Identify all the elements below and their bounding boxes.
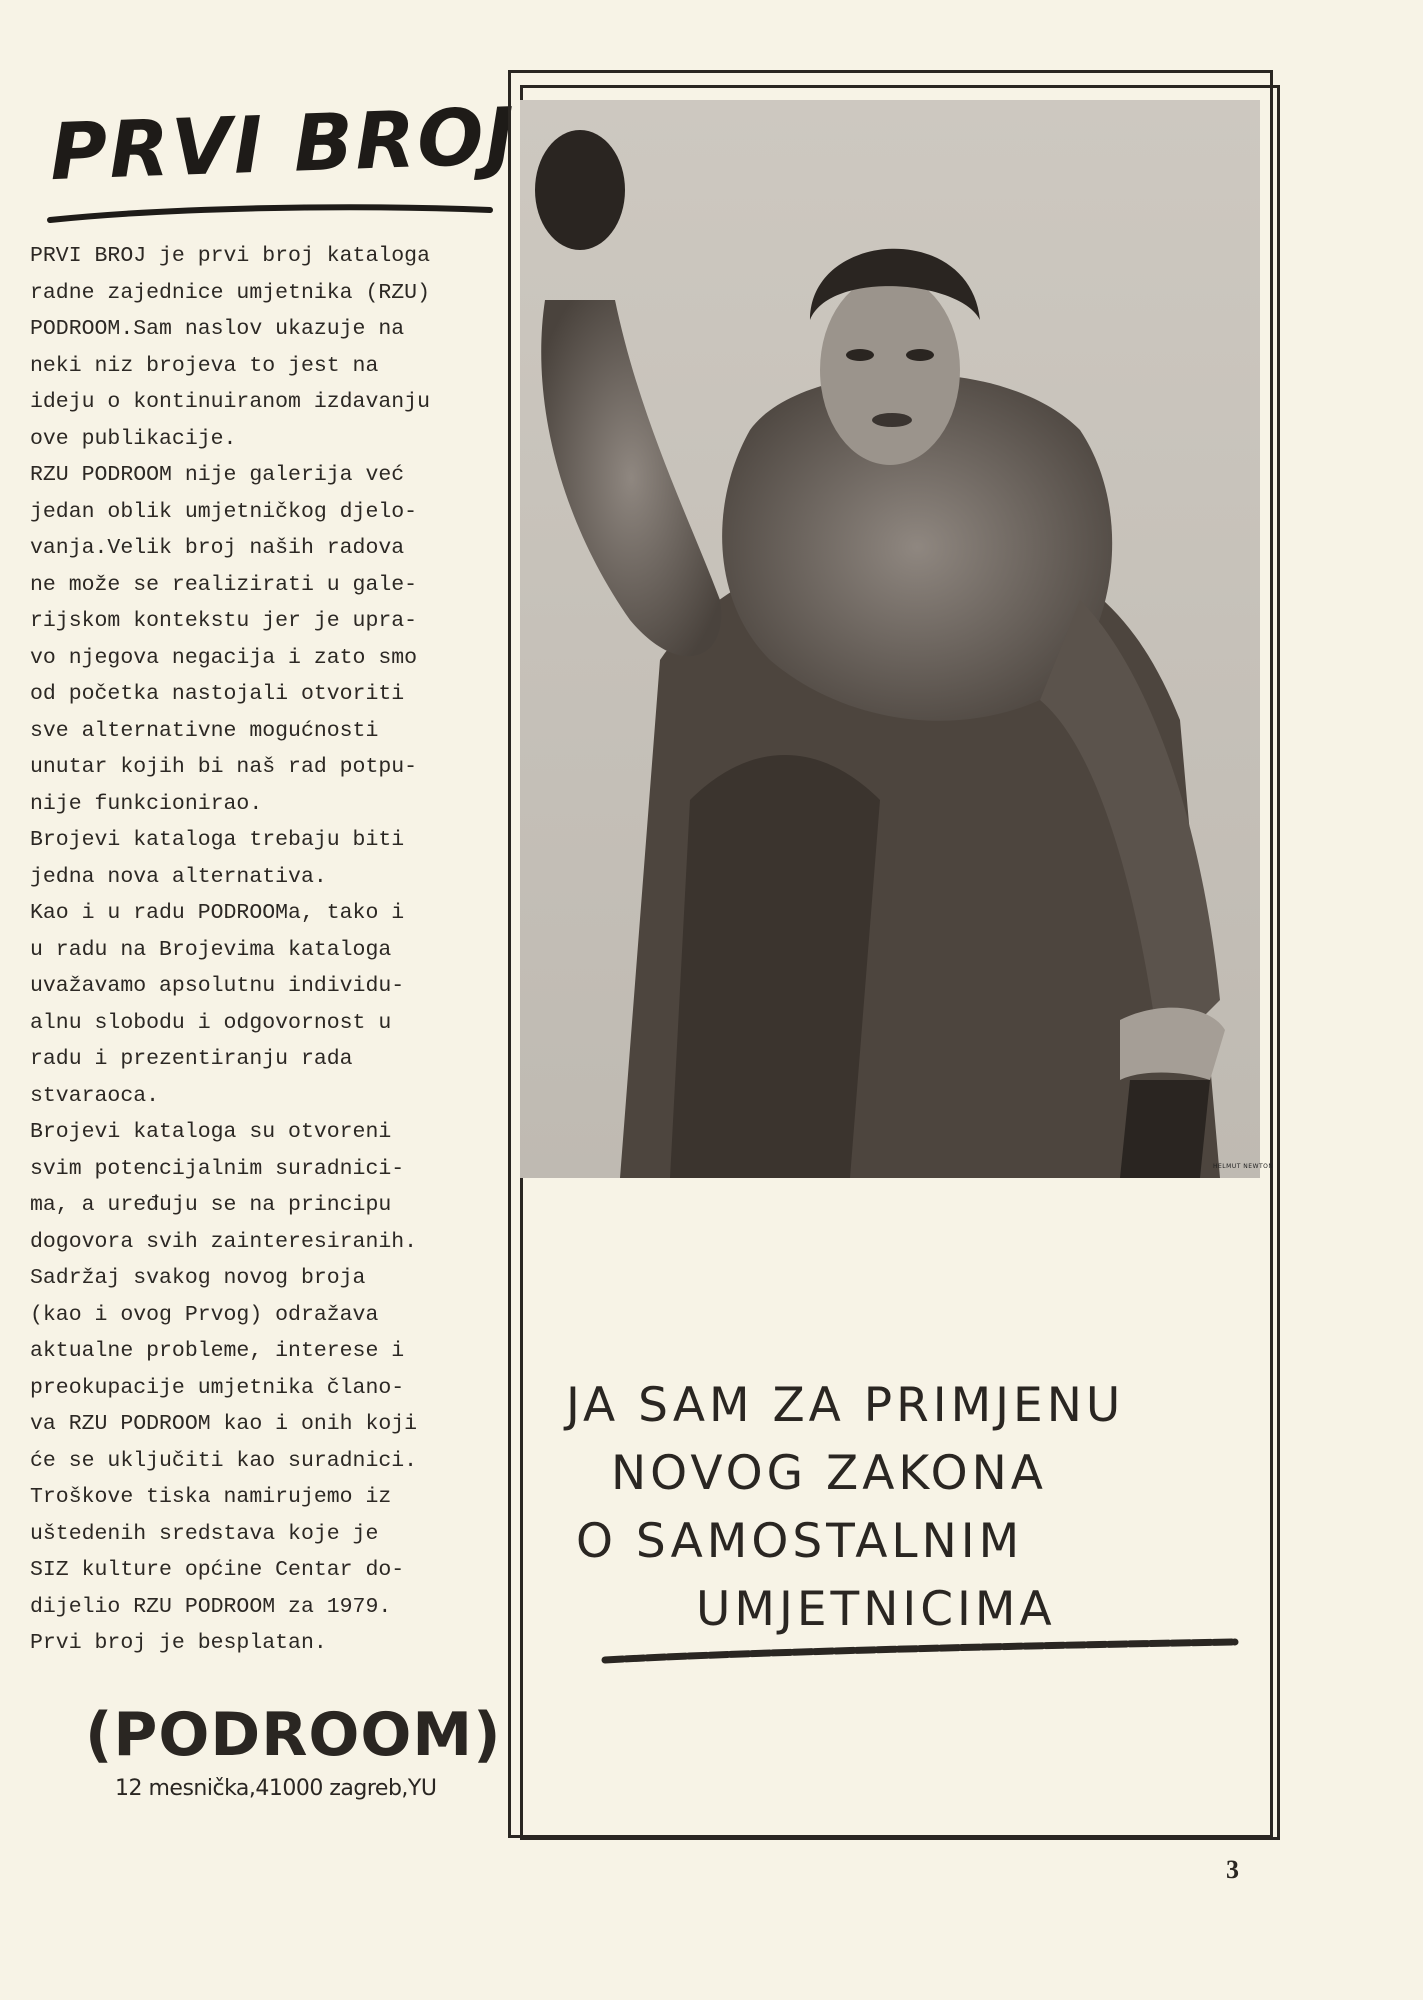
slogan-underline	[600, 1638, 1240, 1668]
body-text-line: sve alternativne mogućnosti	[30, 718, 379, 743]
body-text-line: preokupacije umjetnika člano-	[30, 1375, 405, 1400]
body-text-line: vo njegova negacija i zato smo	[30, 645, 418, 670]
body-text-line: radu i prezentiranju rada	[30, 1047, 353, 1071]
body-text-line: Kao i u radu PODROOMa, tako i	[30, 901, 405, 925]
body-text-line: neki niz brojeva to jest na	[30, 353, 379, 378]
body-text-line: će se uključiti kao suradnici.	[30, 1448, 418, 1473]
body-text-line: vanja.Velik broj naših radova	[30, 536, 405, 560]
body-text-line: Sadržaj svakog novog broja	[30, 1266, 366, 1290]
body-text-line: ne može se realizirati u gale-	[30, 572, 418, 597]
slogan-line-4: UMJETNICIMA	[696, 1582, 1056, 1637]
body-text-line: Prvi broj je besplatan.	[30, 1631, 327, 1655]
body-text-line: Brojevi kataloga trebaju biti	[30, 828, 405, 852]
body-text-line: stvaraoca.	[30, 1083, 160, 1108]
body-text-line: nije funkcionirao.	[30, 791, 263, 816]
body-text-line: (kao i ovog Prvog) odražava	[30, 1302, 379, 1327]
body-text-line: ma, a uređuju se na principu	[30, 1193, 392, 1217]
body-text-line: PRVI BROJ je prvi broj kataloga	[30, 244, 430, 268]
body-text-line: uvažavamo apsolutnu individu-	[30, 974, 405, 998]
body-text-line: unutar kojih bi naš rad potpu-	[30, 755, 418, 779]
body-text-line: RZU PODROOM nije galerija već	[30, 463, 405, 487]
slogan-line-2: NOVOG ZAKONA	[611, 1446, 1047, 1501]
body-text-line: uštedenih sredstava koje je	[30, 1521, 379, 1546]
body-text-line: Brojevi kataloga su otvoreni	[30, 1120, 392, 1144]
photograph-woman-in-fur-coat	[520, 100, 1260, 1178]
body-text-line: PODROOM.Sam naslov ukazuje na	[30, 317, 405, 341]
body-text-line: SIZ kulture općine Centar do-	[30, 1558, 405, 1582]
body-text-line: u radu na Brojevima kataloga	[30, 937, 392, 962]
address: 12 mesnička,41000 zagreb,YU	[115, 1776, 437, 1801]
slogan-line-1: JA SAM ZA PRIMJENU	[566, 1378, 1125, 1433]
body-text-line: ove publikacije.	[30, 426, 237, 451]
body-text-line: dijelio RZU PODROOM za 1979.	[30, 1594, 392, 1619]
slogan-line-3: O SAMOSTALNIM	[576, 1514, 1024, 1569]
body-text-line: Troškove tiska namirujemo iz	[30, 1485, 392, 1509]
body-text-line: va RZU PODROOM kao i onih koji	[30, 1412, 418, 1436]
podroom-logo: (PODROOM)	[85, 1700, 502, 1770]
photo-illustration	[520, 100, 1260, 1178]
body-text-line: radne zajednice umjetnika (RZU)	[30, 280, 430, 305]
page-number: 3	[1226, 1855, 1239, 1884]
body-text	[30, 238, 510, 1662]
body-text-line: rijskom kontekstu jer je upra-	[30, 609, 418, 633]
body-text-line: jedan oblik umjetničkog djelo-	[30, 499, 418, 524]
body-text-line: svim potencijalnim suradnici-	[30, 1156, 405, 1181]
body-text-line: alnu slobodu i odgovornost u	[30, 1010, 392, 1035]
title-underline	[45, 198, 495, 228]
photo-credit: HELMUT NEWTON	[1213, 1163, 1274, 1170]
body-text-line: jedna nova alternativa.	[30, 864, 327, 889]
body-text-line: od početka nastojali otvoriti	[30, 682, 405, 706]
handwritten-slogan	[566, 1372, 1256, 1644]
handwritten-title: PRVI BROJ	[48, 91, 519, 199]
body-text-line: dogovora svih zainteresiranih.	[30, 1229, 418, 1254]
body-text-line: aktualne probleme, interese i	[30, 1339, 405, 1363]
body-text-line: ideju o kontinuiranom izdavanju	[30, 390, 430, 414]
